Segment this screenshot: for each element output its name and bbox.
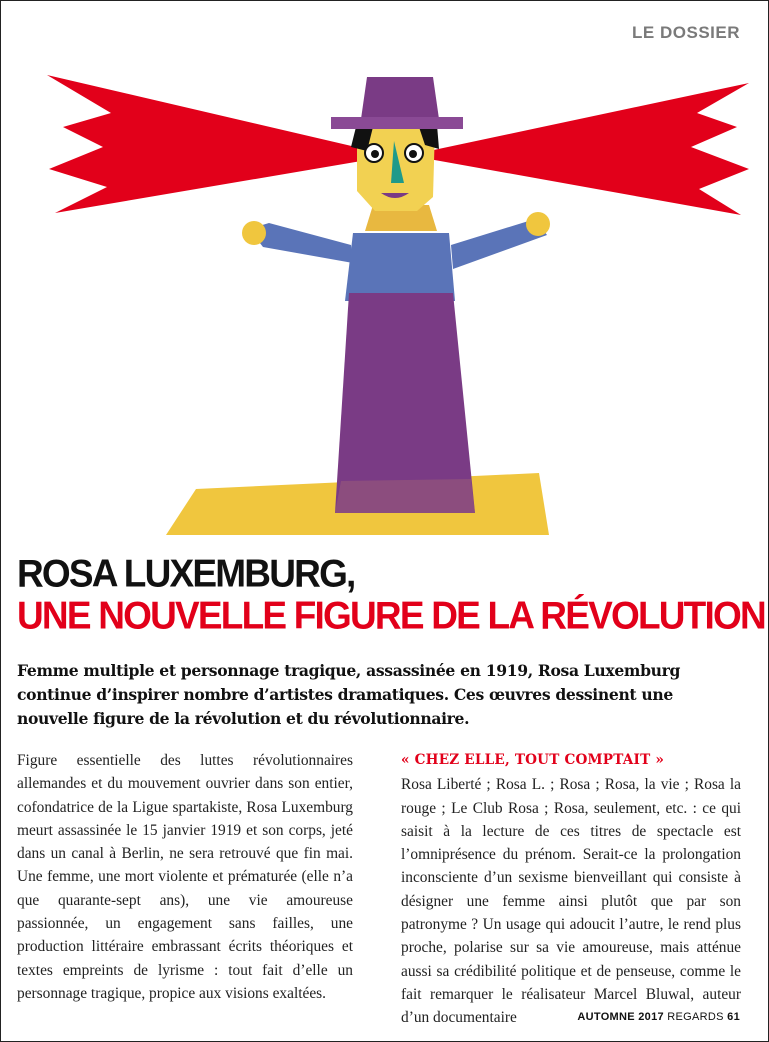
right-beam [429, 83, 749, 215]
rosa-illustration [1, 61, 768, 551]
title-line-1: ROSA LUXEMBURG, [17, 551, 355, 595]
left-hand [242, 221, 266, 245]
title-line-2: UNE NOUVELLE FIGURE DE LA RÉVOLUTION [17, 593, 765, 637]
article-title [17, 551, 765, 637]
skirt-shadow [335, 479, 475, 513]
page-number: 61 [727, 1011, 740, 1023]
right-hand [526, 212, 550, 236]
magazine-name: REGARDS [667, 1011, 724, 1023]
torso [345, 233, 455, 301]
body-column-right [401, 749, 741, 1030]
body-column-left [17, 749, 353, 1005]
left-beam [47, 75, 373, 213]
issue-label: AUTOMNE 2017 [577, 1011, 664, 1023]
section-subhead: « CHEZ ELLE, TOUT COMPTAIT » [401, 752, 665, 768]
article-lede: Femme multiple et personnage tragique, assassinée en 1919, Rosa Luxemburg continue d’inspirer nombre d’artistes dramatiques. Ces œuvres dessinent une nouvelle figure de la révolution et du révolutionnaire. [17, 661, 681, 728]
body-text-right: Rosa Liberté ; Rosa L. ; Rosa ; Rosa, la vie ; Rosa la rouge ; Le Club Rosa ; Rosa, seulement, etc. : ce qui saisit à la lecture de ces titres de spectacle est l’omniprésence du prénom. Serait-ce la prolongation inconsciente d’un sexisme bienveillant qui consiste à désigner une femme ainsi plutôt que par son patronyme ? Un usage qui adoucit l’autre, le rend plus proche, polarise sur sa vie amoureuse, mais atténue aussi sa crédibilité politique et de penseuse, comme le fait remarquer le réalisateur Marcel Bluwal, auteur d’un documentaire [401, 776, 741, 1027]
hat-brim [331, 117, 463, 129]
section-label: LE DOSSIER [632, 23, 740, 42]
hat-crown [361, 77, 439, 119]
page-footer [577, 1011, 740, 1023]
body-text-left: Figure essentielle des luttes révolutionnaires allemandes et du mouvement ouvrier dans son entier, cofondatrice de la Ligue spartakiste, Rosa Luxemburg meurt assassinée le 15 janvier 1919 et son corps, jeté dans un canal à Berlin, ne sera retrouvé que fin mai. Une femme, une mort violente et prématurée (elle n’a que quarante-sept ans), une vie amoureuse passionnée, un engagement sans failles, une production littéraire embrassant écrits théoriques et textes empreints de lyrisme : tout fait d’elle un personnage tragique, propice aux visions exaltées. [17, 752, 353, 1002]
